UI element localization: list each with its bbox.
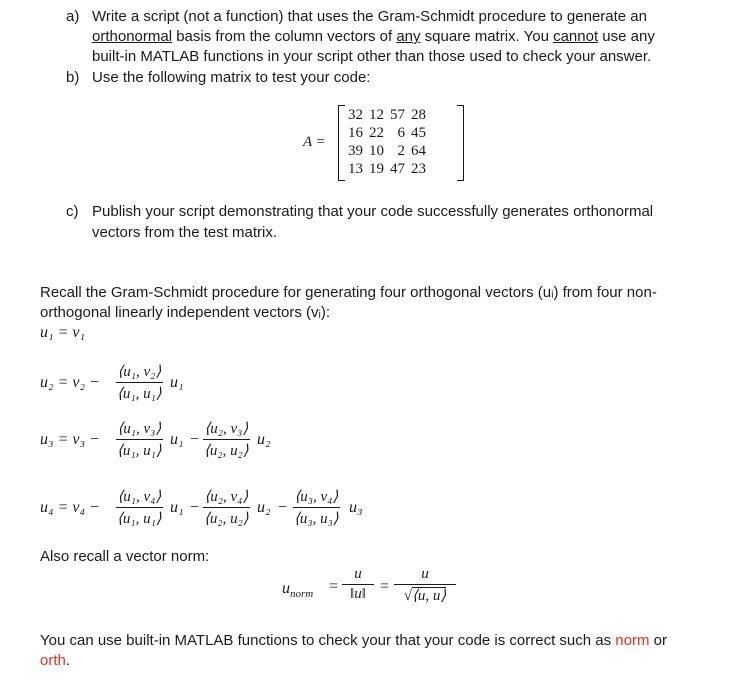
footer-period: . [65, 652, 71, 669]
frac-denominator: ⟨u₂, u₂⟩ [204, 443, 249, 459]
part-c-line1: Publish your script demonstrating that your code successfully generates orthonormal [92, 203, 654, 220]
sqrt-radicand: ⟨u, u⟩ [412, 588, 447, 604]
matrix-cell: 10 [369, 142, 384, 159]
frac-denominator: ⟨u₁, u₁⟩ [117, 511, 162, 527]
frac-numerator: ⟨u₃, v₄⟩ [294, 489, 339, 505]
footer-line2 [40, 652, 70, 670]
matrix-cell: 23 [411, 160, 426, 177]
frac-denominator: ⟨u₂, u₂⟩ [204, 511, 249, 527]
frac-bar [342, 584, 374, 585]
part-a-line1: Write a script (not a function) that uses the Gram-Schmidt procedure to generate an [92, 8, 647, 25]
frac-u1v2-u1u1 [116, 362, 163, 403]
frac-denominator: ⟨u₁, u₁⟩ [117, 386, 162, 402]
frac-bar [293, 507, 340, 508]
frac-bar [203, 507, 250, 508]
term-u1: u₁ [170, 374, 184, 391]
footer-line1 [40, 632, 667, 650]
matrix-row [345, 142, 429, 160]
part-a-line3: built-in MATLAB functions in your script other than those used to check your answer. [92, 48, 652, 65]
cannot-underlined: cannot [553, 28, 599, 45]
matrix-cell: 32 [348, 106, 363, 123]
term-u1: u₁ [170, 499, 184, 516]
minus-sign: − [189, 431, 200, 448]
eq-u1: u₁ = v₁ [40, 324, 86, 341]
matrix-cell: 2 [397, 142, 405, 159]
frac-denominator: ⟨u₃, u₃⟩ [294, 511, 339, 527]
frac-u3v4-u3u3 [293, 487, 340, 528]
part-c-line2: vectors from the test matrix. [92, 224, 278, 241]
frac-bar [203, 439, 250, 440]
footer-text1: You can use built-in MATLAB functions to check your that your code is correct such as [40, 632, 616, 649]
matrix-a [338, 105, 464, 181]
recall-line1: Recall the Gram-Schmidt procedure for generating four orthogonal vectors (uᵢ) from four non- [40, 284, 657, 301]
matrix-cell: 19 [369, 160, 384, 177]
eq-u4-lhs: u₄ = v₄ − [40, 499, 100, 516]
minus-sign: − [277, 499, 288, 516]
frac-u1v3-u1u1 [116, 419, 163, 460]
frac-denominator [394, 586, 456, 605]
matrix-cell: 64 [411, 142, 426, 159]
matrix-row [345, 106, 429, 124]
matrix-cell: 22 [369, 124, 384, 141]
matrix-cell: 13 [348, 160, 363, 177]
norm-lhs-var: u [282, 580, 290, 597]
term-u1: u₁ [170, 431, 184, 448]
frac-numerator: u [354, 566, 362, 582]
frac-numerator: ⟨u₁, v₂⟩ [117, 364, 162, 380]
orthonormal-underlined: orthonormal [92, 28, 173, 45]
matrix-cell: 39 [348, 142, 363, 159]
frac-u1v4-u1u1 [116, 487, 163, 528]
eq-u3-lhs: u₃ = v₃ − [40, 431, 100, 448]
frac-numerator: u [421, 566, 429, 582]
part-b-line1: Use the following matrix to test your code: [92, 69, 371, 86]
part-a-line2-rest2: square matrix. You [420, 28, 554, 45]
matrix-cell: 57 [390, 106, 405, 123]
matrix-cell: 28 [411, 106, 426, 123]
part-c-label: c) [66, 203, 79, 220]
norm-eq-2: = [380, 578, 390, 595]
frac-numerator: ⟨u₂, v₄⟩ [204, 489, 249, 505]
matrix-cell: 6 [397, 124, 405, 141]
matrix-cell: 45 [411, 124, 426, 141]
footer-text2: or [649, 632, 667, 649]
term-u2: u₂ [257, 431, 271, 448]
minus-sign: − [189, 499, 200, 516]
norm-function-name: norm [615, 632, 650, 649]
frac-denominator: ⟨u₁, u₁⟩ [117, 443, 162, 459]
orth-function-name: orth [40, 652, 66, 669]
term-u2: u₂ [257, 499, 271, 516]
part-a-line2 [92, 28, 655, 46]
norm-lhs-sub: norm [290, 588, 314, 601]
frac-u-over-sqrt [394, 566, 456, 605]
frac-u2v4-u2u2 [203, 487, 250, 528]
norm-label: Also recall a vector norm: [40, 548, 210, 565]
frac-u-over-norm [342, 566, 374, 603]
matrix-table [345, 106, 429, 178]
matrix-name: A = [303, 134, 326, 150]
frac-bar [394, 584, 456, 585]
eq-u2-lhs: u₂ = v₂ − [40, 374, 100, 391]
term-u3: u₃ [349, 499, 363, 516]
matrix-row [345, 160, 429, 178]
matrix-cell: 47 [390, 160, 405, 177]
frac-numerator: ⟨u₁, v₃⟩ [117, 421, 162, 437]
frac-numerator: ⟨u₂, v₃⟩ [204, 421, 249, 437]
sqrt-icon: √ [403, 588, 412, 604]
recall-line2: orthogonal linearly independent vectors (vᵢ): [40, 304, 331, 321]
matrix-left-bracket [338, 105, 345, 181]
frac-bar [116, 507, 163, 508]
frac-bar [116, 382, 163, 383]
part-a-label: a) [66, 8, 80, 25]
part-a-line2-rest1: basis from the column vectors of [172, 28, 397, 45]
any-underlined: any [396, 28, 421, 45]
matrix-cell: 16 [348, 124, 363, 141]
part-b-label: b) [66, 69, 80, 86]
norm-lhs [282, 580, 313, 600]
frac-bar [116, 439, 163, 440]
frac-u2v3-u2u2 [203, 419, 250, 460]
matrix-cell: 12 [369, 106, 384, 123]
frac-numerator: ⟨u₁, v₄⟩ [117, 489, 162, 505]
norm-eq-1: = [329, 578, 339, 595]
part-a-line2-rest3: use any [598, 28, 655, 45]
matrix-row [345, 124, 429, 142]
frac-denominator: ‖u‖ [350, 586, 366, 602]
matrix-right-bracket [457, 105, 464, 181]
